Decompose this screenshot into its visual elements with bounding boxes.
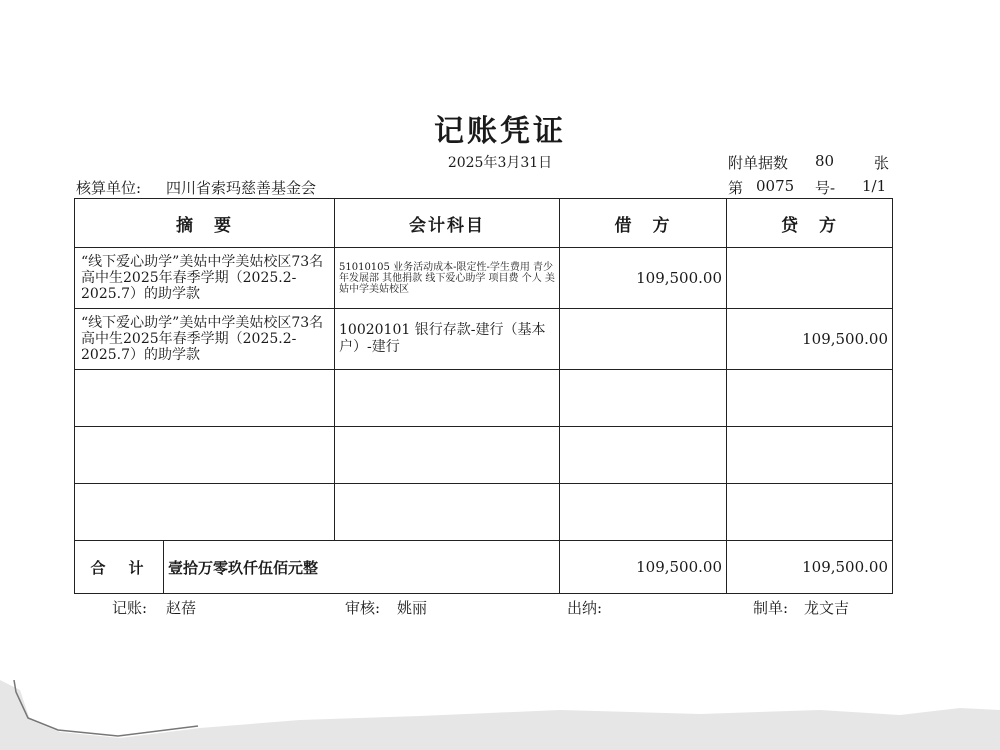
empty-row bbox=[75, 484, 893, 541]
reviewer-name: 姚丽 bbox=[397, 599, 428, 617]
voucher-date: 2025年3月31日 bbox=[447, 155, 553, 171]
unit-name: 四川省索玛慈善基金会 bbox=[166, 179, 317, 197]
row-credit: 109,500.00 bbox=[727, 309, 893, 370]
table-header-row bbox=[75, 199, 893, 248]
bookkeeper-label: 记账: bbox=[112, 599, 148, 617]
row-account: 10020101 银行存款-建行（基本户）-建行 bbox=[335, 309, 560, 370]
voucher-no-suffix: 号- bbox=[815, 179, 836, 197]
torn-paper-edge bbox=[0, 680, 1000, 750]
row-account: 51010105 业务活动成本-限定性-学生费用 青少年发展部 其他捐款 线下爱心助学 项目费 个人 美姑中学美姑校区 bbox=[335, 248, 560, 309]
voucher-no: 0075 bbox=[756, 177, 795, 195]
voucher-title: 记账凭证 bbox=[434, 114, 566, 149]
attachments-count: 80 bbox=[815, 152, 835, 170]
preparer-label: 制单: bbox=[753, 599, 789, 617]
total-credit: 109,500.00 bbox=[727, 541, 893, 594]
header-account: 会计科目 bbox=[335, 199, 560, 248]
voucher-table bbox=[74, 198, 893, 594]
total-debit: 109,500.00 bbox=[560, 541, 727, 594]
total-amount-words: 壹拾万零玖仟伍佰元整 bbox=[164, 541, 560, 594]
empty-row bbox=[75, 427, 893, 484]
reviewer-label: 审核: bbox=[345, 599, 381, 617]
page-indicator: 1/1 bbox=[862, 177, 887, 195]
preparer-name: 龙文吉 bbox=[804, 599, 850, 617]
header-summary: 摘 要 bbox=[75, 199, 335, 248]
header-credit: 贷 方 bbox=[727, 199, 893, 248]
row-credit bbox=[727, 248, 893, 309]
row-debit: 109,500.00 bbox=[560, 248, 727, 309]
row-summary: “线下爱心助学”美姑中学美姑校区73名高中生2025年春季学期（2025.2-2025.7）的助学款 bbox=[75, 309, 335, 370]
cashier-label: 出纳: bbox=[567, 599, 603, 617]
total-label: 合 计 bbox=[75, 541, 164, 594]
attachments-unit: 张 bbox=[874, 154, 890, 172]
empty-row bbox=[75, 370, 893, 427]
unit-label: 核算单位: bbox=[76, 179, 142, 197]
table-row bbox=[75, 248, 893, 309]
row-debit bbox=[560, 309, 727, 370]
attachments-label: 附单据数 bbox=[728, 154, 789, 172]
table-row bbox=[75, 309, 893, 370]
header-debit: 借 方 bbox=[560, 199, 727, 248]
bookkeeper-name: 赵蓓 bbox=[166, 599, 197, 617]
total-row bbox=[75, 541, 893, 594]
voucher-no-label: 第 bbox=[728, 179, 744, 197]
row-summary: “线下爱心助学”美姑中学美姑校区73名高中生2025年春季学期（2025.2-2025.7）的助学款 bbox=[75, 248, 335, 309]
